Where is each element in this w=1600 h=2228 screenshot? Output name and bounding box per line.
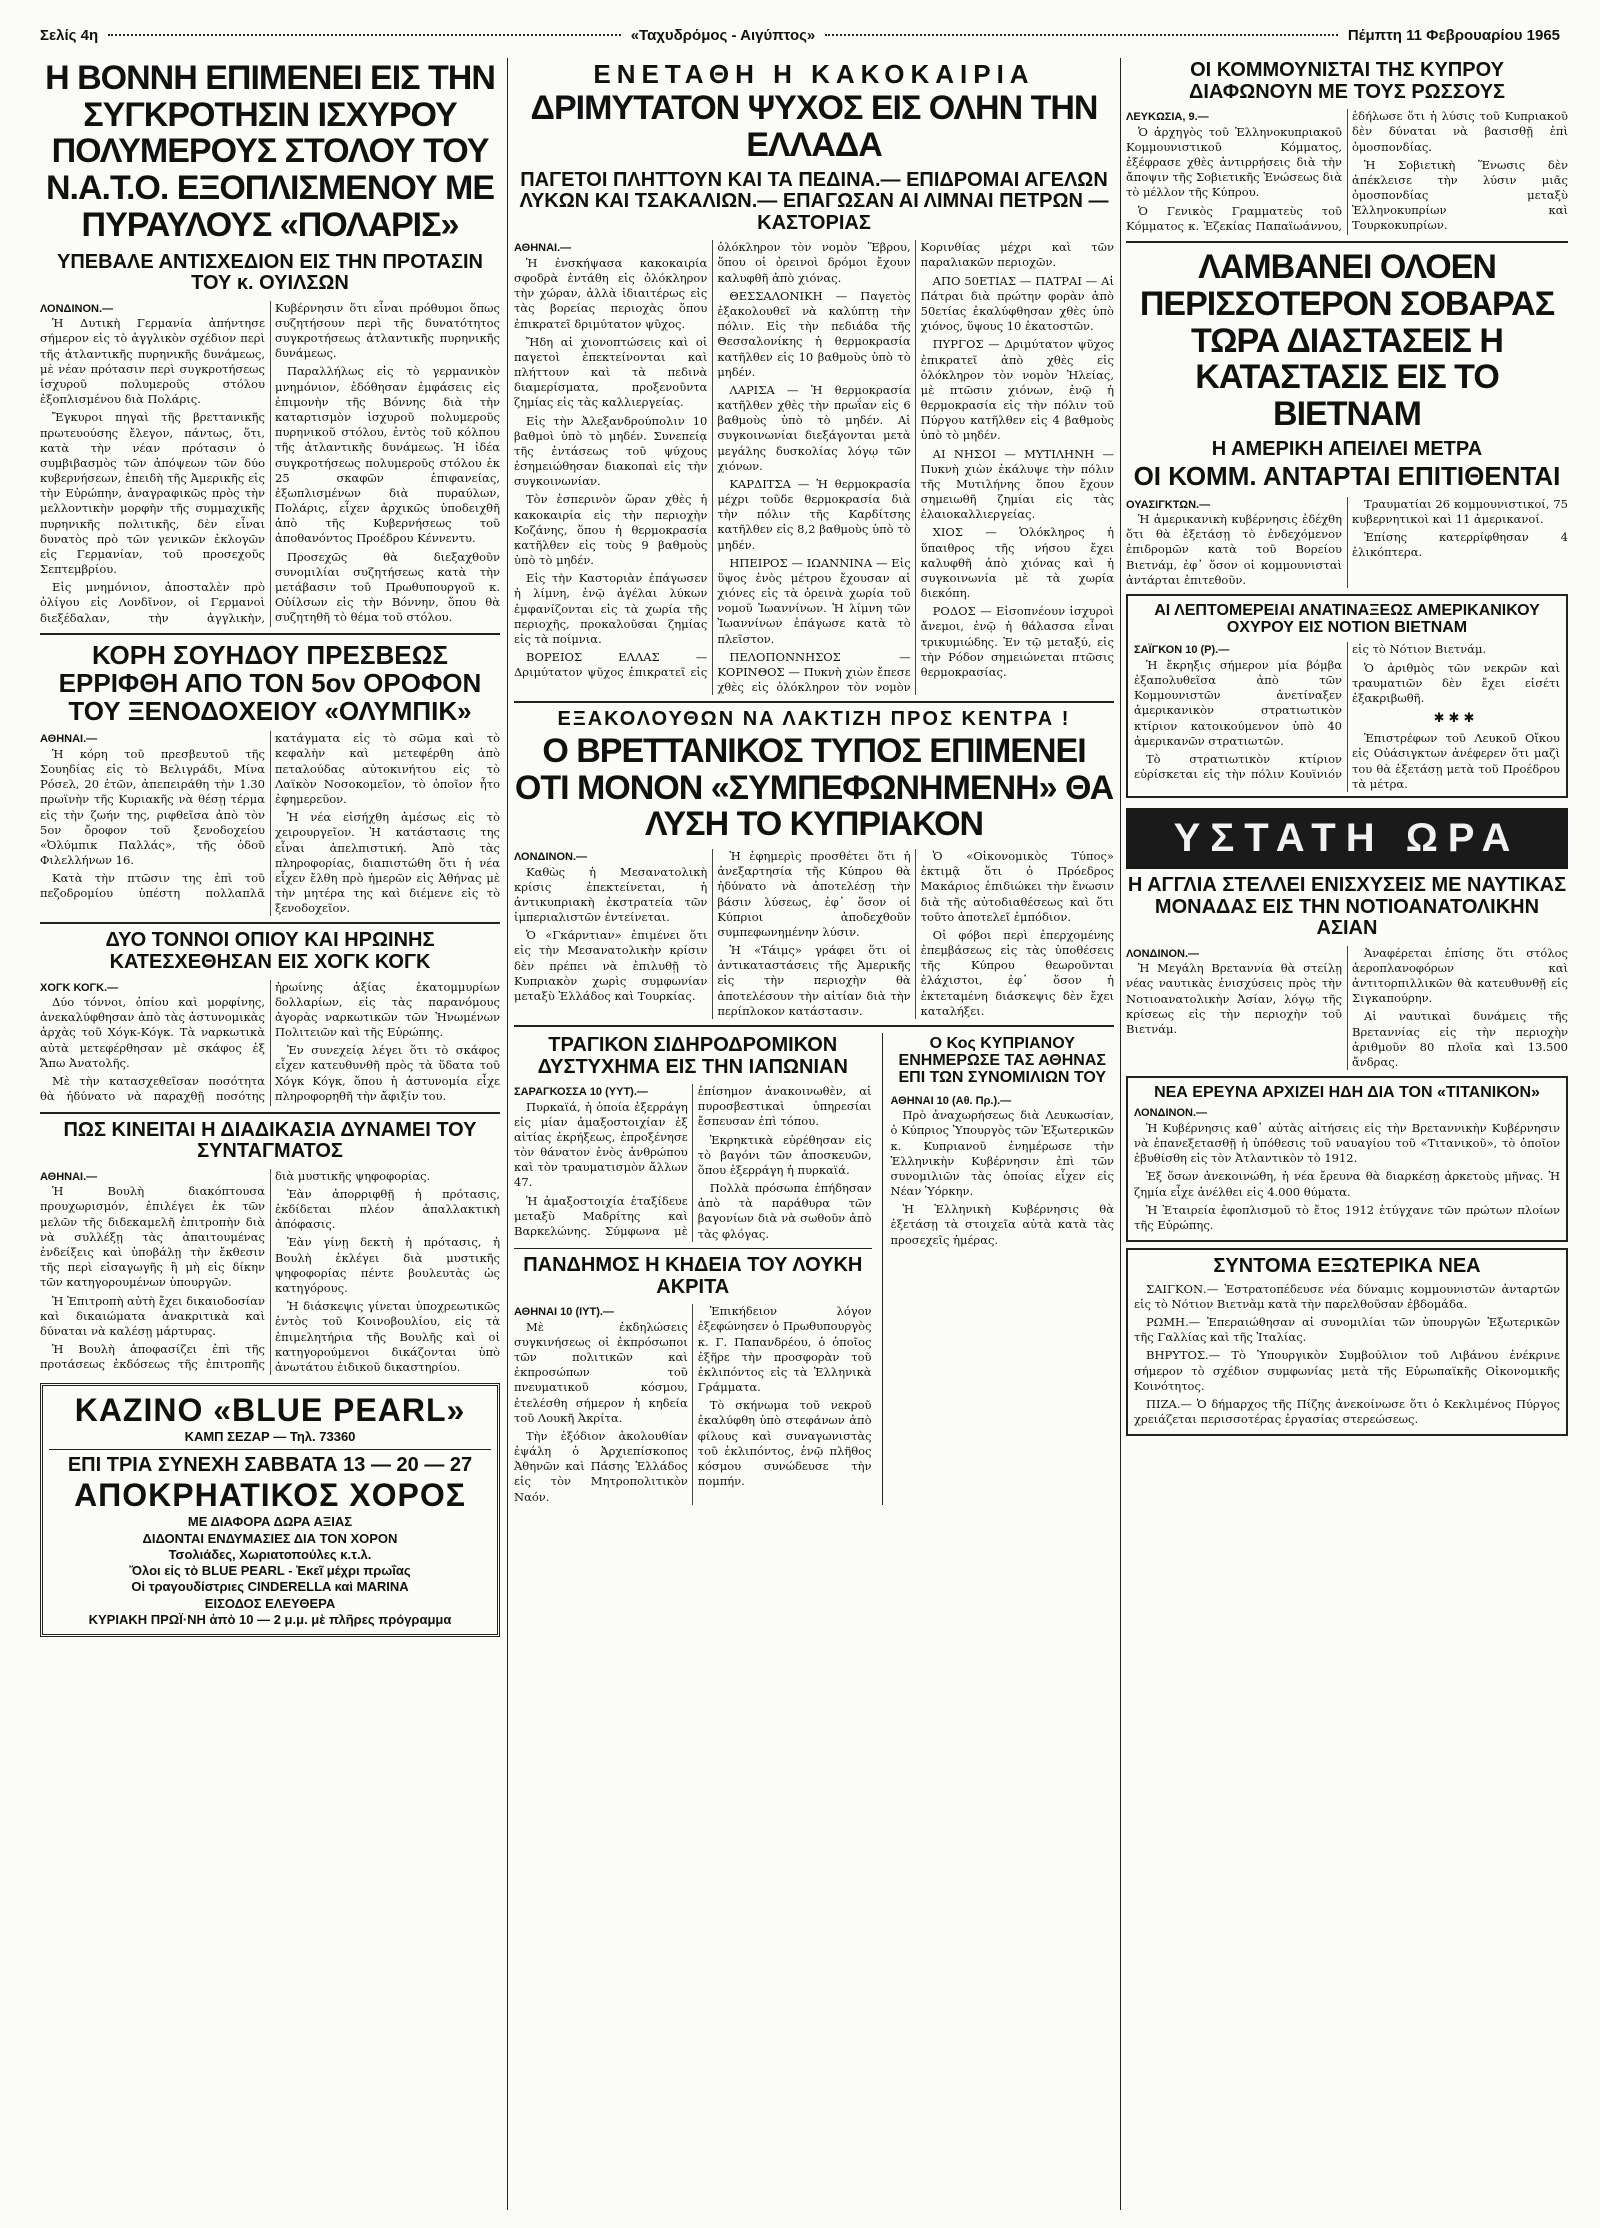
paragraph: Εἰς τὴν Ἀλεξανδρούπολιν 10 βαθμοὶ ὑπὸ τὸ μηδέν. Συνεπείᾳ τῆς ἐντάσεως τοῦ ψύχους ἐσημειώθησαν διακοπαὶ εἰς τὴν συγκοινωνίαν.: [514, 413, 708, 489]
paragraph: Ἀναφέρεται ἐπίσης ὅτι στόλος ἀεροπλανοφόρων καὶ ἀντιτορπιλλικῶν θὰ κατευθυνθῇ εἰς Σιγκαπούρην.: [1352, 945, 1568, 1006]
news-item: ΡΩΜΗ.— Ἐπεραιώθησαν αἱ συνομιλίαι τῶν ὑπουργῶν Ἐξωτερικῶν τῆς Γαλλίας καὶ τῆς Ἰταλίας.: [1134, 1315, 1560, 1345]
paragraph: Ἡ «Τάιμς» γράφει ὅτι οἱ ἀντικαταστάσεις τῆς Ἀμερικῆς εἰς τὴν περιοχὴν θὰ ἀποτελέσουν τὴν αἰτίαν διὰ τὴν περίπλοκον κατάστασιν.: [717, 943, 911, 1018]
news-item: ΒΗΡΥΤΟΣ.— Τὸ Ὑπουργικὸν Συμβούλιον τοῦ Λιβάνου ἐνέκρινε σήμερον τὸ σχέδιον συμφωνίας μετὰ τῆς Εὐρωπαϊκῆς Οἰκονομικῆς Κοινότητος.: [1134, 1348, 1560, 1393]
headline: Ο ΒΡΕΤΤΑΝΙΚΟΣ ΤΥΠΟΣ ΕΠΙΜΕΝΕΙ ΟΤΙ ΜΟΝΟΝ «ΣΥΜΠΕΦΩΝΗΜΕΝΗ» ΘΑ ΛΥΣΗ ΤΟ ΚΥΠΡΙΑΚΟΝ: [514, 731, 1114, 844]
article-body: [1126, 497, 1568, 588]
article-body: [514, 849, 1114, 1019]
column-center: [514, 58, 1114, 2210]
article-body: [1126, 946, 1568, 1070]
kicker: ΕΝΕΤΑΘΗ Η ΚΑΚΟΚΑΙΡΙΑ: [593, 59, 1035, 89]
star-separator-icon: ✱✱✱: [1433, 711, 1479, 727]
headline: ΝΕΑ ΕΡΕΥΝΑ ΑΡΧΙΖΕΙ ΗΔΗ ΔΙΑ ΤΟΝ «ΤΙΤΑΝΙΚΟΝ»: [1154, 1084, 1540, 1102]
headline: Ο Κος ΚΥΠΡΙΑΝΟΥ ΕΝΗΜΕΡΩΣΕ ΤΑΣ ΑΘΗΝΑΣ ΕΠΙ ΤΩΝ ΣΥΝΟΜΙΛΙΩΝ ΤΟΥ: [898, 1034, 1107, 1087]
paragraph: Ὁ Γενικὸς Γραμματεὺς τοῦ Κόμματος κ. Ἐζεκίας Παπαϊωάννου, ἐδήλωσε ὅτι ἡ λύσις τοῦ Κυπριακοῦ δὲν δύναται νὰ βασισθῇ ἐπὶ ὁμοσπονδίας.: [1126, 109, 1568, 233]
column-right: [1126, 58, 1568, 2210]
paragraph: ΠΕΛΟΠΟΝΝΗΣΟΣ — ΚΟΡΙΝΘΟΣ — Πυκνὴ χιὼν ἔπεσε χθὲς εἰς ὁλόκληρον τὸν νομὸν Κορινθίας μέχρι καὶ τῶν παραλιακῶν περιοχῶν.: [717, 240, 1114, 695]
paragraph: Ἤδη αἱ χιονοπτώσεις καὶ οἱ παγετοὶ ἐπεκτείνονται καὶ πλήττουν καὶ τὰ πεδινὰ διαμερίσματα, προξενοῦντα ζημίας εἰς τὰς καλλιεργείας.: [514, 334, 708, 410]
paragraph: Ἔγκυροι πηγαὶ τῆς βρεττανικῆς πρωτευούσης ἔλεγον, πάντως, ὅτι, κατὰ τὴν νέαν πρότασιν ὁ συμβιβασμὸς τῶν ἀπόψεων τῶν δύο κυβερνήσεων, ἐπειδὴ τῆς Ἀμερικῆς εἰς τὴν Εὐρώπην, ἀναγραφικῶς πρὸς τὴν μελλοντικὴν μορφὴν τῆς συμμαχικῆς πυρηνικῆς πολιτικῆς, δὲν εἶναι δυνατὸς πρὸ τῶν γενικῶν ἐκλογῶν εἰς Γερμανίαν, τοῦ προσεχοῦς Σεπτεμβρίου.: [40, 410, 265, 577]
newspaper-name: «Ταχυδρόμος - Αιγύπτος»: [630, 26, 816, 44]
subheadline: ΟΙ ΚΟΜΜ. ΑΝΤΑΡΤΑΙ ΕΠΙΤΙΘΕΝΤΑΙ: [1133, 461, 1561, 492]
paragraph: Εἰς τὴν Καστοριὰν ἐπάγωσεν ἡ λίμνη, ἐνῷ ἀγέλαι λύκων ἐμφανίζονται εἰς τὰ χωρία τῆς περιοχῆς, προκαλοῦσαι ζημίας εἰς τὰ ποίμνια.: [514, 571, 708, 646]
paragraph: Ἐξ ὅσων ἀνεκοινώθη, ἡ νέα ἔρευνα θὰ διαρκέσῃ ἀρκετοὺς μῆνας. Ἡ ζημία εἶχε ἀνέλθει εἰς 4.000 θύματα.: [1134, 1169, 1560, 1199]
article-akritas-funeral: [514, 1255, 872, 1505]
divider: [514, 701, 1114, 703]
subheadline: Η ΑΜΕΡΙΚΗ ΑΠΕΙΛΕΙ ΜΕΤΡΑ: [1211, 437, 1483, 460]
paragraph: Τὸ σκήνωμα τοῦ νεκροῦ ἐκαλύφθη ὑπὸ στεφάνων ἀπὸ φίλους καὶ συναγωνιστὰς τοῦ ἐκλιπόντος, ἐνῷ πλῆθος κόσμου συνώδευσε τὴν πομπήν.: [697, 1398, 872, 1489]
divider: [40, 633, 500, 635]
paragraph: Ἡ ἀμαξοστοιχία ἐταξίδευε μεταξὺ Μαδρίτης καὶ Βαρκελώνης. Σύμφωνα μὲ ἐπίσημον ἀνακοινωθὲν, αἱ πυροσβεστικαὶ ὑπηρεσίαι ἔσπευσαν ἐπὶ τόπου.: [514, 1084, 872, 1238]
paragraph: Ἐὰν ἀπορριφθῇ ἡ πρότασις, ἐκδίδεται πλέον ἀπαλλακτικὴ ἀπόφασις.: [275, 1186, 500, 1232]
paragraph: Οἱ φόβοι περὶ ἐπερχομένης ἐπεμβάσεως εἰς τὰς ὑποθέσεις τῆς Κύπρου θεωροῦνται ἐλάχιστοι, ἐφ᾽ ὅσον ἡ ἐκτεταμένη διάσκεψις δὲν ἔχει καταλήξει.: [920, 927, 1114, 1018]
article-body: [1134, 1105, 1560, 1233]
dateline: ΛΟΝΔΙΝΟΝ.—: [1134, 1107, 1208, 1120]
dateline: ΑΘΗΝΑΙ 10 (Αθ. Πρ.).—: [890, 1094, 1012, 1107]
paragraph: Ὁ «Γκάρντιαν» ἐπιμένει ὅτι εἰς τὴν Μεσανατολικὴν κρίσιν δὲν πρέπει νὰ ἐπιλυθῇ τὸ Κυπριακὸν χωρὶς συμφωνίαν μεταξὺ Ἑλλάδος καὶ Τουρκίας.: [514, 928, 708, 1003]
article-body: [40, 301, 500, 627]
headline: ΔΥΟ ΤΟΝΝΟΙ ΟΠΙΟΥ ΚΑΙ ΗΡΩΙΝΗΣ ΚΑΤΕΣΧΕΘΗΣΑΝ ΕΙΣ ΧΟΓΚ ΚΟΓΚ: [105, 929, 435, 973]
divider: [514, 1248, 872, 1249]
article-body: [514, 1304, 872, 1505]
article-body: [891, 1093, 1114, 1248]
paragraph: Πυρκαϊά, ἡ ὁποία ἐξερράγη εἰς μίαν ἀμαξοστοιχίαν ἐξ αἰτίας ἐκρήξεως, ἐπροξένησε τὸν θάνατον ἑνὸς ἀνθρώπου καὶ τὸν τραυματισμὸν ἄλλων 47.: [514, 1099, 688, 1190]
dateline: ΑΘΗΝΑΙ 10 (ΙΥΤ).—: [514, 1306, 614, 1319]
paragraph: Ὁ ἀρχηγὸς τοῦ Ἑλληνοκυπριακοῦ Κομμουνιστικοῦ Κόμματος, ἐξέφρασε χθὲς ἀντιρρήσεις διὰ τὴν ἄποψιν τῆς Σοβιετικῆς Ἑνώσεως διὰ τὸ μέλλον τῆς Κύπρου.: [1126, 124, 1342, 200]
ad-gifts: ΜΕ ΔΙΑΦΟΡΑ ΔΩΡΑ ΑΞΙΑΣ: [187, 1514, 353, 1530]
article-fort-explosion: [1126, 594, 1568, 798]
paragraph: Ἡ ἐφημερὶς προσθέτει ὅτι ἡ ἀνεξαρτησία τῆς Κύπρου θὰ ἠδύνατο νὰ ἀποτελέσῃ τὴν βάσιν λύσεως, ἐφ᾽ ὅσον οἱ Κύπριοι ἀποδεχθοῦν συμπεφωνημένην λύσιν.: [717, 849, 911, 939]
divider: [1126, 241, 1568, 243]
column-rule: [507, 58, 508, 2210]
paragraph: Κατὰ τὴν πτῶσιν της ἐπὶ τοῦ πεζοδρομίου ὑπέστη πολλαπλᾶ κατάγματα εἰς τὸ σῶμα καὶ τὸ κεφαλὴν καὶ μετεφέρθη ἀπὸ πεταλούδας αὐτοκινήτου εἰς τὸ Λαϊκὸν Νοσοκομεῖον, τὸ ὁποῖον ἦτο ἐφημερεῦον.: [40, 731, 500, 901]
ad-sunday: ΚΥΡΙΑΚΗ ΠΡΩΪ·ΝΗ ἀπὸ 10 — 2 μ.μ. μὲ πλῆρες πρόγραμμα: [88, 1611, 452, 1627]
article-cold-wave: [514, 60, 1114, 695]
dateline: ΛΟΝΔΙΝΟΝ.—: [40, 302, 114, 315]
paragraph: Τὴν ἐξόδιον ἀκολουθίαν ἐψάλη ὁ Ἀρχιεπίσκοπος Ἀθηνῶν καὶ Πάσης Ἑλλάδος εἰς τὸν Μητροπολιτικὸν Ναόν.: [514, 1428, 688, 1504]
subheadline: ΥΠΕΒΑΛΕ ΑΝΤΙΣΧΕΔΙΟΝ ΕΙΣ ΤΗΝ ΠΡΟΤΑΣΙΝ ΤΟΥ κ. ΟΥΙΛΣΩΝ: [57, 250, 483, 295]
last-hour-banner: ΥΣΤΑΤΗ ΩΡΑ: [1126, 808, 1568, 869]
headline: ΚΟΡΗ ΣΟΥΗΔΟΥ ΠΡΕΣΒΕΩΣ ΕΡΡΙΦΘΗ ΑΠΟ ΤΟΝ 5ον ΟΡΟΦΟΝ ΤΟΥ ΞΕΝΟΔΟΧΕΙΟΥ «ΟΛΥΜΠΙΚ»: [58, 640, 482, 727]
article-body: [1126, 109, 1568, 235]
dateline: ΛΟΝΔΙΝΟΝ.—: [514, 851, 588, 864]
paragraph: Ἡ Βουλὴ διακόπτουσα προυχωρισμόν, ἐπιλέγει ἐκ τῶν μελῶν τῆς διδεκαμελῆ ἐπιτροπὴν διὰ νὰ συλλέξῃ τὰς ἀπαιτουμένας ἐνδείξεις καὶ ὑποβάλῃ τὴν ἔκθεσιν τῆς περὶ εἰσαγωγῆς ἢ μὴ εἰς δίκην τῶν κατηγορουμένων ὑπουργῶν.: [40, 1184, 265, 1290]
paragraph: Ἡ Βουλὴ ἀποφασίζει ἐπὶ τῆς προτάσεως ἐκδόσεως τῆς ἐπιτροπῆς διὰ μυστικῆς ψηφοφορίας.: [40, 1168, 431, 1372]
center-lower-row: [514, 1033, 1114, 1505]
paragraph: Ἡ Ἑλληνικὴ Κυβέρνησις θὰ ἐξετάσῃ τὰ στοιχεῖα αὐτὰ κατὰ τὰς προσεχεῖς ἡμέρας.: [890, 1202, 1114, 1247]
column-left: [40, 58, 500, 2210]
paragraph: Τὸ στρατιωτικὸν κτίριον εὑρίσκεται εἰς τὴν πόλιν Κουϊνιόν εἰς τὸ Νότιον Βιετνάμ.: [1134, 642, 1487, 782]
news-item: ΣΑΙΓΚΟΝ.— Ἐστρατοπέδευσε νέα δύναμις κομμουνιστῶν ἀνταρτῶν εἰς τὸ Νότιον Βιετνὰμ κατὰ τὴν παρελθοῦσαν ἑβδομάδα.: [1134, 1281, 1560, 1311]
divider: [49, 1449, 491, 1450]
headline: ΠΑΝΔΗΜΟΣ Η ΚΗΔΕΙΑ ΤΟΥ ΛΟΥΚΗ ΑΚΡΙΤΑ: [523, 1254, 863, 1298]
ad-entry: ΕΙΣΟΔΟΣ ΕΛΕΥΘΕΡΑ: [204, 1595, 336, 1611]
paragraph: Ἐπικήδειον λόγον ἐξεφώνησεν ὁ Πρωθυπουργὸς κ. Γ. Παπανδρέου, ὁ ὁποῖος ἐξῆρε τὴν προσφορὰν τοῦ ἐκλιπόντος εἰς τὰ Ἑλληνικὰ Γράμματα.: [697, 1304, 872, 1395]
article-vietnam: [1126, 249, 1568, 588]
paragraph: Ἡ Κυβέρνησις καθ᾽ αὐτὰς αἰτήσεις εἰς τὴν Βρεταννικὴν Κυβέρνησιν νὰ ἐπανεξετασθῇ ἡ ὑπόθεσις τοῦ ναυαγίου τοῦ «Τιτανικοῦ», τὸ ὁποῖον ἐβυθίσθη εἰς τὸν Ἀτλαντικὸν τὸ 1912.: [1134, 1120, 1560, 1166]
headline: ΠΩΣ ΚΙΝΕΙΤΑΙ Η ΔΙΑΔΙΚΑΣΙΑ ΔΥΝΑΜΕΙ ΤΟΥ ΣΥΝΤΑΓΜΑΤΟΣ: [63, 1118, 477, 1163]
headline: Η ΒΟΝΝΗ ΕΠΙΜΕΝΕΙ ΕΙΣ ΤΗΝ ΣΥΓΚΡΟΤΗΣΙΝ ΙΣΧΥΡΟΥ ΠΟΛΥΜΕΡΟΥΣ ΣΤΟΛΟΥ ΤΟΥ Ν.Α.Τ.Ο. ΕΞΟΠΛΙΣΜΕΝΟΥ ΜΕ ΠΥΡΑΥΛΟΥΣ «ΠΟΛΑΡΙΣ»: [45, 59, 495, 244]
dateline: ΑΘΗΝΑΙ.—: [514, 242, 572, 255]
dateline: ΛΟΝΔΙΝΟΝ.—: [1126, 947, 1200, 960]
dateline: ΛΕΥΚΩΣΙΑ, 9.—: [1126, 111, 1209, 124]
paragraph: Ἐν συνεχείᾳ λέγει ὅτι τὸ σκάφος εἶχεν κατευθυνθῆ πρὸς τὰ ὕδατα τοῦ Χόγκ Κόγκ, ὅπου ἡ ἀστυνομία εἶχε πληροφορηθῆ τὴν ἄφιξίν του.: [275, 1043, 500, 1103]
paragraph: Τραυματίαι 26 κομμουνιστικοί, 75 κυβερνητικοὶ καὶ 11 ἀμερικανοί.: [1352, 496, 1568, 526]
article-constitution-procedure: [40, 1120, 500, 1376]
ad-costumes-types: Τσολιάδες, Χωριατοπούλες κ.τ.λ.: [168, 1546, 372, 1562]
paragraph: Ἡ ἐνσκήψασα κακοκαιρία σφοδρὰ ἐντάθη εἰς ὁλόκληρον τὴν χώραν, ἀλλὰ ἰδιαιτέρως εἰς τὰς βορείας περιοχὰς ὅπου ἐπικρατεῖ δριμύτατον ψῦχος.: [514, 255, 708, 331]
paragraph: Μὲ τὴν κατασχεθεῖσαν ποσότητα θὰ ἠδύνατο νὰ παραχθῇ ποσότης ἡρωίνης ἀξίας ἑκατομμυρίων δολλαρίων, εἰς τὰς παρανόμους ἀγορὰς ναρκωτικῶν τῶν Ἡνωμένων Πολιτειῶν καὶ τῆς Εὐρώπης.: [40, 979, 500, 1104]
center-lower-left: [514, 1033, 872, 1505]
paragraph: Τὸν ἑσπερινὸν ὥραν χθὲς ἡ κακοκαιρία εἰς τὴν περιοχὴν Κοζάνης, ὅπου ἡ θερμοκρασία κατῆλθεν εἰς τοὺς 9 βαθμοὺς ὑπὸ τὸ μηδέν.: [514, 492, 708, 568]
article-british-press-cyprus: [514, 709, 1114, 1019]
article-swedish-ambassador-daughter: [40, 641, 500, 916]
article-bonn-nato: [40, 60, 500, 627]
divider: [514, 1025, 1114, 1027]
ad-dates: ΕΠΙ ΤΡΙΑ ΣΥΝΕΧΗ ΣΑΒΒΑΤΑ 13 — 20 — 27: [67, 1454, 473, 1477]
article-titanic: [1126, 1076, 1568, 1242]
article-body: [1134, 1282, 1560, 1428]
paragraph: Ἡ νέα εἰσήχθη ἀμέσως εἰς τὸ χειρουργεῖον. Ἡ κατάστασις της εἶναι ἀπελπιστική. Ἀπὸ τὰς πληροφορίας, διαπιστώθη ὅτι ἡ νέα εἶχεν ἔλθη πρὸ ἡμερῶν εἰς Ἀθήνας μὲ τὴν μητέρα της καὶ διέμενε εἰς τὸ ξενοδοχεῖον.: [275, 810, 500, 916]
paragraph: ΗΠΕΙΡΟΣ — ΙΩΑΝΝΙΝΑ — Εἰς ὕψος ἑνὸς μέτρου ἔχουσαν αἱ χιόνες εἰς τὰ ὀρεινὰ χωρία τοῦ νομοῦ Ἰωαννίνων. Ἡ λίμνη τῶν Ἰωαννίνων ἐπάγωσε κατὰ τὸ πλεῖστον.: [717, 555, 911, 646]
dateline: ΑΘΗΝΑΙ.—: [40, 1170, 98, 1183]
paragraph: Παραλλήλως εἰς τὸ γερμανικὸν μνημόνιον, ἐδόθησαν ἐμφάσεις εἰς ἐπιμονὴν τῆς Βόννης διὰ τὴν καταρτισμὸν ἰσχυροῦ πολυμεροῦς πυρηνικοῦ στόλου, ἐντὸς τοῦ κόλπου τῆς ἀτλαντικῆς δυνάμεως. Ἡ ἰδέα συγκροτήσεως πολυμεροῦς στόλου ἐκ 25 σκαφῶν ἐπιφανείας, ἐξωπλισμένων διὰ πυραύλων, Πολάρις, εἶχεν ἀρχικῶς ὑποδειχθῆ ἀπὸ τῆς Κυβερνήσεως τοῦ ἀποθανόντος Προέδρου Κέννεντυ.: [275, 364, 500, 546]
dateline: ΧΟΓΚ ΚΟΓΚ.—: [40, 981, 119, 994]
article-body: [1134, 642, 1560, 792]
divider: [40, 1112, 500, 1114]
paragraph: Ἐκρηκτικὰ εὑρέθησαν εἰς τὸ βαγόνι τῶν ἀποσκευῶν, ὅπου ἐξερράγη ἡ πυρκαϊά.: [697, 1132, 872, 1177]
headline: ΑΙ ΛΕΠΤΟΜΕΡΕΙΑΙ ΑΝΑΤΙΝΑΞΕΩΣ ΑΜΕΡΙΚΑΝΙΚΟΥ ΟΧΥΡΟΥ ΕΙΣ ΝΟΤΙΟΝ ΒΙΕΤΝΑΜ: [1154, 601, 1540, 637]
dateline: ΟΥΑΣΙΓΚΤΩΝ.—: [1126, 498, 1211, 511]
ad-costumes: ΔΙΔΟΝΤΑΙ ΕΝΔΥΜΑΣΙΕΣ ΔΙΑ ΤΟΝ ΧΟΡΟΝ: [142, 1530, 398, 1546]
advertisement-casino-blue-pearl: [40, 1383, 500, 1637]
paragraph: Ἡ Ἐπιτροπὴ αὐτὴ ἔχει δικαιοδοσίαν καὶ δικαιώματα ἀνακριτικὰ καὶ δύναται νὰ καλέσῃ μάρτυρας.: [40, 1293, 265, 1338]
article-cyprus-communists: [1126, 60, 1568, 235]
ad-address: ΚΑΜΠ ΣΕΖΑΡ — Τηλ. 73360: [184, 1429, 356, 1445]
article-body: [40, 731, 500, 916]
headline: ΣΥΝΤΟΜΑ ΕΞΩΤΕΡΙΚΑ ΝΕΑ: [1213, 1255, 1481, 1278]
dateline: ΣΑΡΑΓΚΟΣΣΑ 10 (ΥΥΤ).—: [514, 1086, 648, 1099]
article-opium-hong-kong: [40, 930, 500, 1105]
article-short-foreign-news: [1126, 1248, 1568, 1436]
paragraph: Ἡ Μεγάλη Βρεταννία θὰ στείλῃ νέας ναυτικὰς ἐνισχύσεις πρὸς τὴν Νοτιοανατολικὴν Ἀσίαν, λόγῳ τῆς κρίσεως εἰς τὴν περιοχὴν τοῦ Βιετνάμ.: [1126, 961, 1342, 1036]
paragraph: Ἡ κόρη τοῦ πρεσβευτοῦ τῆς Σουηδίας εἰς τὸ Βελιγράδι, Μίνα Ρόσελ, 20 ἐτῶν, ἀπεπειράθη τὴν 1.30 πρωϊνὴν τῆς Κυριακῆς νὰ θέσῃ τέρμα εἰς τὴν ζωήν της, ριφθεῖσα ἀπὸ τὸν 5ον ὄροφον τοῦ ξενοδοχείου «Ὀλύμπικ Παλλάς», τῆς ὁδοῦ Φιλελλήνων 16.: [40, 746, 265, 868]
page-number: Σελίς 4η: [40, 26, 99, 44]
paragraph: ΡΟΔΟΣ — Εἰσοπνέουν ἰσχυροὶ ἄνεμοι, ἐνῷ ἡ θάλασσα εἶναι τρικυμιώδης. Ἐν τῷ μεταξύ, εἰς τὴν Ρόδον σημειώνεται πτῶσις θερμοκρασίας.: [920, 604, 1114, 679]
paragraph: Ἡ ἀμερικανικὴ κυβέρνησις ἐδέχθη ὅτι θὰ ἐξετάσῃ τὸ ἐνδεχόμενον ἐπιδρομῶν κατὰ τοῦ Βορείου Βιετνάμ, ἐφ᾽ ὅσον οἱ κομμουνισταὶ ἀντάρται ἐπιτεθοῦν.: [1126, 512, 1342, 587]
article-body: [514, 1084, 872, 1242]
paragraph: Ἡ Ἐταιρεία ἐφοπλισμοῦ τὸ ἔτος 1912 ἐτύγχανε τῶν πρώτων πλοίων τῆς Εὐρώπης.: [1134, 1202, 1560, 1232]
paragraph: Μὲ ἐκδηλώσεις συγκινήσεως οἱ ἐκπρόσωποι τῶν πολιτικῶν καὶ ἐκπροσώπων τοῦ πνευματικοῦ κόσμου, ἐτελέσθη σήμερον ἡ κηδεία τοῦ Λουκῆ Ἀκρίτα.: [514, 1319, 688, 1425]
paragraph: Προσεχῶς θὰ διεξαχθοῦν συνομιλίαι συζητήσεως κατὰ τὴν μετάβασιν τοῦ Πρωθυπουργοῦ κ. Οὐίλσων εἰς τὴν Βόννην, ὅπου θὰ συζητηθῆ τὸ θέμα τοῦ στόλου.: [275, 549, 500, 625]
paragraph: ΚΑΡΔΙΤΣΑ — Ἡ θερμοκρασία μέχρι τοῦδε θερμοκρασία διὰ τὴν πόλιν τῆς Καρδίτσης κατῆλθεν εἰς 8,2 βαθμοὺς ὑπὸ τὸ μηδέν.: [717, 476, 911, 552]
center-lower-right: [882, 1033, 1114, 1505]
ad-line: Οἱ τραγουδίστριες CINDERELLA καὶ MARINA: [131, 1579, 409, 1595]
paragraph: Εἰς μνημόνιον, ἀποσταλὲν πρὸ ὀλίγου εἰς Λονδῖνον, οἱ Γερμανοὶ διεξέδαλαν, τὴν ἀγγλικὴν, Κυβέρνησιν ὅτι εἶναι πρόθυμοι ὅπως συζητήσουν περὶ τῆς δυνατότητος συγκροτήσεως ἀτλαντικῆς πυρηνικῆς δυνάμεως.: [40, 300, 500, 625]
paragraph: Ἡ Δυτικὴ Γερμανία ἀπήντησε σήμερον εἰς τὸ ἀγγλικὸν σχέδιον περὶ τῆς ἀτλαντικῆς πυρηνικῆς δυνάμεως, μὲ νέαν πρότασιν περὶ συγκροτήσεως ἰσχυροῦ πολυμεροῦς στόλου ἐξοπλισμένου διὰ Πολάρις.: [40, 316, 265, 407]
paragraph: ΧΙΟΣ — Ὁλόκληρος ἡ ὕπαιθρος τῆς νήσου ἔχει καλυφθῆ ἀπὸ χιόνας καὶ ἡ συγκοινωνία μὲ τὰ χωρία διεκόπη.: [920, 525, 1114, 601]
paragraph: Ἐπίσης κατερρίφθησαν 4 ἑλικόπτερα.: [1352, 529, 1568, 560]
paragraph: Πρὸ ἀναχωρήσεως διὰ Λευκωσίαν, ὁ Κύπριος Ὑπουργὸς τῶν Ἐξωτερικῶν κ. Κυπριανοῦ ἐνημέρωσε τὴν Ἑλληνικὴν Κυβέρνησιν ἐπὶ τῶν συνομιλιῶν τὰς ὁποίας εἶχεν εἰς Νέαν Ὑόρκην.: [890, 1108, 1114, 1199]
paragraph: Ἐὰν γίνῃ δεκτὴ ἡ πρότασις, ἡ Βουλὴ ἐκλέγει διὰ μυστικῆς ψηφοφορίας πέντε βουλευτὰς ὡς κατηγόρους.: [275, 1235, 500, 1295]
dateline: ΑΘΗΝΑΙ.—: [40, 733, 98, 746]
paragraph: Ἡ διάσκεψις γίνεται ὑποχρεωτικῶς ἐντὸς τοῦ Κοινοβουλίου, εἰς τὰ ἐπιμελητήρια τῆς Βουλῆς καὶ οἱ κατηγορούμενοι δικάζονται ὑπὸ ἀνωτάτου ἑιδικοῦ δικαστηρίου.: [275, 1299, 500, 1374]
paragraph: Ἐπιστρέφων τοῦ Λευκοῦ Οἴκου εἰς Οὐάσιγκτων ἀνέφερεν ὅτι μαζὶ του θὰ ἐξετάσῃ μετὰ τοῦ Προέδρου τὰ μέτρα.: [1352, 731, 1560, 791]
paragraph: Ὁ «Οἰκονομικὸς Τύπος» ἐκτιμᾷ ὅτι ὁ Πρόεδρος Μακάριος ἐπιδιώκει τὴν ἕνωσιν διὰ τῆς αὐτοδιαθέσεως καὶ ὅτι τοῦτο ἀποτελεῖ ἐμπόδιον.: [920, 849, 1114, 924]
headline: ΔΡΙΜΥΤΑΤΟΝ ΨΥΧΟΣ ΕΙΣ ΟΛΗΝ ΤΗΝ ΕΛΛΑΔΑ: [530, 89, 1098, 164]
headline: ΟΙ ΚΟΜΜΟΥΝΙΣΤΑΙ ΤΗΣ ΚΥΠΡΟΥ ΔΙΑΦΩΝΟΥΝ ΜΕ ΤΟΥΣ ΡΩΣΣΟΥΣ: [1188, 59, 1506, 103]
divider: [40, 922, 500, 924]
paragraph: Ἡ ἔκρηξις σήμερον μία βόμβα ἐξαπολυθεῖσα ἀπὸ τῶν Κομμουνιστῶν ἀνετίναξεν ἀμερικανικὸν στρατιωτικὸν κτίριον κατοικούμενον ὑπὸ 40 ἀμερικανῶν στρατιωτῶν.: [1134, 657, 1342, 748]
article-kyprianou: [891, 1035, 1114, 1248]
issue-date: Πέμπτη 11 Φεβρουαρίου 1965: [1347, 26, 1561, 44]
headline: ΛΑΜΒΑΝΕΙ ΟΛΟΕΝ ΠΕΡΙΣΣΟΤΕΡΟΝ ΣΟΒΑΡΑΣ ΤΩΡΑ ΔΙΑΣΤΑΣΕΙΣ Η ΚΑΤΑΣΤΑΣΙΣ ΕΙΣ ΤΟ ΒΙΕΤΝΑΜ: [1139, 248, 1555, 434]
dotted-leader: [108, 34, 621, 36]
headline: Η ΑΓΓΛΙΑ ΣΤΕΛΛΕΙ ΕΝΙΣΧΥΣΕΙΣ ΜΕ ΝΑΥΤΙΚΑΣ ΜΟΝΑΔΑΣ ΕΙΣ ΤΗΝ ΝΟΤΙΟΑΝΑΤΟΛΙΚΗΝ ΑΣΙΑΝ: [1127, 873, 1567, 940]
paragraph: Πολλὰ πρόσωπα ἐπήδησαν ἀπὸ τὰ παράθυρα τῶν βαγονίων διὰ νὰ σωθοῦν ἀπὸ τὰς φλόγας.: [697, 1181, 872, 1241]
article-body: [40, 980, 500, 1106]
paragraph: ΑΙ ΝΗΣΟΙ — ΜΥΤΙΛΗΝΗ — Πυκνὴ χιὼν ἐκάλυψε τὴν πόλιν τῆς Μυτιλήνης ὅπου ἔχουν σημειωθῆ ζημίαι εἰς τὰς ἐλαιοκαλλιεργείας.: [920, 446, 1114, 522]
dateline: ΣΑΪΓΚΟΝ 10 (Ρ).—: [1134, 644, 1230, 657]
paragraph: ΑΠΟ 50ΕΤΙΑΣ — ΠΑΤΡΑΙ — Αἱ Πάτραι διὰ πρώτην φορὰν ἀπὸ 50ετίας ἐκαλύφθησαν χθὲς ὑπὸ χιόνος, ὕψους 10 ἑκατοστῶν.: [920, 273, 1114, 334]
paragraph: ΛΑΡΙΣΑ — Ἡ θερμοκρασία κατῆλθεν χθὲς τὴν πρωΐαν εἰς 6 βαθμοὺς ὑπὸ τὸ μηδέν. Αἱ συγκοινωνίαι διεξάγονται μετὰ μεγάλης δυσκολίας λόγῳ τῶν χιόνων.: [717, 382, 911, 473]
article-body: [514, 240, 1114, 695]
ad-event: ΑΠΟΚΡΗΑΤΙΚΟΣ ΧΟΡΟΣ: [74, 1477, 466, 1514]
ad-line: Ὅλοι εἰς τὸ BLUE PEARL - Ἐκεῖ μέχρι πρωΐας: [129, 1563, 411, 1579]
paragraph: Ὁ ἀριθμὸς τῶν νεκρῶν καὶ τραυματιῶν δὲν ἔχει εἰσέτι ἐξακριβωθῆ.: [1352, 660, 1560, 705]
paragraph: Αἱ ναυτικαὶ δυνάμεις τῆς Βρεταννίας εἰς τὴν περιοχὴν ἀριθμοῦν 80 πλοῖα καὶ 13.500 ἄνδρας.: [1352, 1009, 1568, 1069]
ad-casino-name: ΚΑΖΙΝΟ «BLUE PEARL»: [74, 1392, 466, 1429]
paragraph: ΒΟΡΕΙΟΣ ΕΛΛΑΣ — Δριμύτατον ψῦχος ἐπικρατεῖ εἰς ὁλόκληρον τὸν νομὸν Ἕβρου, ὅπου οἱ ὀρεινοὶ δρόμοι ἔχουν καλυφθῆ ἀπὸ χιόνας.: [514, 240, 911, 680]
paragraph: ΘΕΣΣΑΛΟΝΙΚΗ — Παγετὸς ἐξακολουθεῖ νὰ καλύπτῃ τὴν πόλιν. Εἰς τὴν πεδιάδα τῆς Θεσσαλονίκης ἡ θερμοκρασία κατῆλθεν εἰς 10 βαθμοὺς ὑπὸ τὸ μηδέν.: [717, 288, 911, 379]
dotted-leader: [825, 34, 1338, 36]
paragraph: Ἡ Σοβιετικὴ Ἕνωσις δὲν ἀπέκλεισε τὴν λύσιν μιᾶς ὁμοσπονδίας μεταξὺ Ἑλληνοκυπρίων καὶ Τουρκοκυπρίων.: [1352, 157, 1568, 233]
article-train-accident: [514, 1035, 872, 1242]
column-rule: [1120, 58, 1121, 2210]
kicker: ΕΞΑΚΟΛΟΥΘΩΝ ΝΑ ΛΑΚΤΙΖΗ ΠΡΟΣ ΚΕΝΤΡΑ !: [557, 708, 1071, 731]
paragraph: ΠΥΡΓΟΣ — Δριμύτατον ψῦχος ἐπικρατεῖ ἀπὸ χθὲς εἰς ὁλόκληρον τὸν νομὸν Ἠλείας, μὲ πτῶσιν χιόνων, ἐνῷ ἡ θερμοκρασία εἰς τὴν πόλιν τοῦ Πύργου κατῆλθεν εἰς 4 βαθμοὺς ὑπὸ τὸ μηδέν.: [920, 337, 1114, 443]
paragraph: Καθὼς ἡ Μεσανατολικὴ κρίσις ἐπεκτείνεται, ἡ ἀντικυπριακὴ ἐκστρατεία τῶν ἰμπεριαλιστῶν ἐντείνεται.: [514, 864, 708, 925]
folio-bar: [40, 22, 1560, 48]
article-britain-reinforcements: [1126, 875, 1568, 1070]
news-item: ΠΙΖΑ.— Ὁ δήμαρχος τῆς Πίζης ἀνεκοίνωσε ὅτι ὁ Κεκλιμένος Πύργος χρειάζεται περισσοτέρας ἐργασίας στερεώσεως.: [1134, 1396, 1560, 1427]
paragraph: Δύο τόννοι, ὀπίου καὶ μορφίνης, ἀνεκαλύφθησαν ἀπὸ τὰς ἀστυνομικὰς ἀρχὰς τοῦ Χόγκ-Κόγκ. Τὰ ναρκωτικὰ αὐτὰ μετεφέρθησαν μὲ σκάφος ἐξ Ἄπω Ἀνατολῆς.: [40, 995, 265, 1070]
subheadline: ΠΑΓΕΤΟΙ ΠΛΗΤΤΟΥΝ ΚΑΙ ΤΑ ΠΕΔΙΝΑ.— ΕΠΙΔΡΟΜΑΙ ΑΓΕΛΩΝ ΛΥΚΩΝ ΚΑΙ ΤΣΑΚΑΛΙΩΝ.— ΕΠΑΓΩΣΑΝ ΑΙ ΛΙΜΝΑΙ ΠΕΤΡΩΝ — ΚΑΣΤΟΡΙΑΣ: [519, 168, 1109, 234]
headline: ΤΡΑΓΙΚΟΝ ΣΙΔΗΡΟΔΡΟΜΙΚΟΝ ΔΥΣΤΥΧΗΜΑ ΕΙΣ ΤΗΝ ΙΑΠΩΝΙΑΝ: [537, 1033, 848, 1078]
article-body: [40, 1169, 500, 1375]
